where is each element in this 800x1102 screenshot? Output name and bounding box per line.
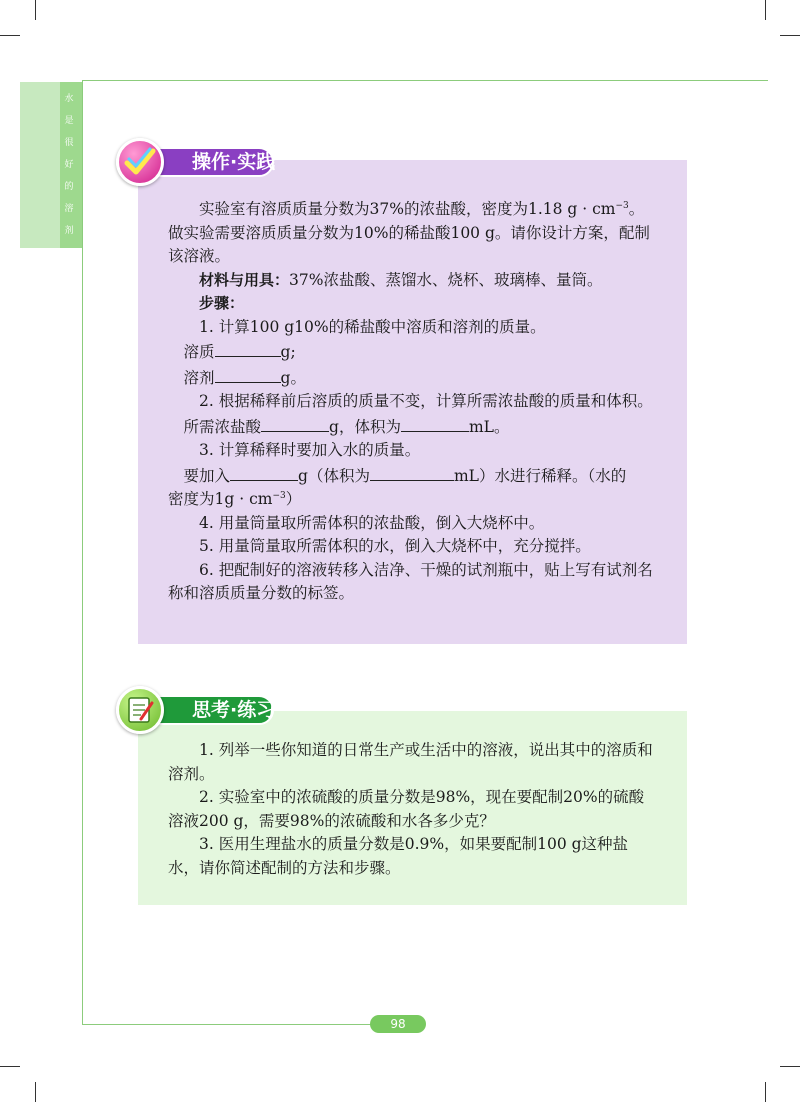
practice-check-icon: [116, 138, 164, 186]
steps-label: 步骤：: [199, 294, 245, 312]
notebook-pencil-icon: [119, 689, 161, 731]
step-2: 2. 根据稀释前后溶质的质量不变，计算所需浓盐酸的质量和体积。: [199, 392, 653, 410]
step-5: 5. 用量筒量取所需体积的水，倒入大烧杯中，充分搅拌。: [199, 537, 591, 555]
materials-line: 材料与用具：37%浓盐酸、蒸馏水、烧杯、玻璃棒、量筒。: [199, 270, 603, 289]
bottom-rule: [82, 1024, 372, 1025]
crop-mark: [780, 35, 800, 36]
side-title-char: 是: [64, 116, 74, 126]
acid-line: 所需浓盐酸 g，体积为 mL。: [168, 414, 657, 440]
side-title-char: 水: [64, 94, 74, 104]
solute-line: 溶质 g;: [168, 339, 657, 365]
side-title-char: 溶: [64, 204, 74, 214]
acid-volume-blank[interactable]: [401, 414, 469, 432]
top-rule: [82, 80, 768, 81]
step-3: 3. 计算稀释时要加入水的质量。: [199, 441, 421, 459]
left-rule: [82, 80, 83, 1024]
side-title-char: 的: [64, 182, 74, 192]
solute-blank[interactable]: [215, 339, 281, 357]
exercise-q3: 3. 医用生理盐水的质量分数是0.9%，如果要配制100 g这种盐水，请你简述配制的方法和步骤。: [168, 835, 629, 877]
step-1: 1. 计算100 g10%的稀盐酸中溶质和溶剂的质量。: [199, 317, 546, 336]
exercise-notebook-icon: [116, 686, 164, 734]
acid-mass-blank[interactable]: [261, 414, 329, 432]
density-line: 密度为$1g \cdot cm^{-3}$）: [168, 490, 302, 508]
side-title-char: 很: [64, 138, 74, 148]
step-4: 4. 用量筒量取所需体积的浓盐酸，倒入大烧杯中。: [199, 513, 545, 532]
crop-mark: [35, 0, 36, 20]
crop-mark: [0, 1066, 20, 1067]
step-6: 6. 把配制好的溶液转移入洁净、干燥的试剂瓶中，贴上写有试剂名称和溶质质量分数的标签。: [168, 560, 653, 602]
crop-mark: [765, 1082, 766, 1102]
solvent-line: 溶剂 g。: [168, 365, 657, 391]
practice-box: [138, 160, 687, 644]
exercise-title: 思考·练习: [136, 695, 274, 725]
side-title-char: 好: [64, 160, 74, 170]
chapter-side-title: [62, 88, 76, 242]
crop-mark: [0, 35, 20, 36]
chapter-side-strip: [20, 82, 60, 248]
water-line: 要加入 g（体积为 mL）水进行稀释。（水的: [168, 463, 657, 489]
page-number: 98: [370, 1015, 426, 1033]
water-mass-blank[interactable]: [230, 463, 298, 481]
exercise-q2: 2. 实验室中的浓硫酸的质量分数是98%，现在要配制20%的硫酸溶液200 g，需要98%的浓硫酸和水各多少克？: [168, 788, 645, 830]
exercise-box: [138, 711, 687, 905]
exercise-header: [116, 686, 276, 734]
practice-intro: 实验室有溶质质量分数为37%的浓盐酸，密度为1.18 $g \cdot cm^{-3}$。做实验需要溶质质量分数为10%的稀盐酸100 g。请你设计方案，配制该溶液。: [168, 200, 650, 265]
practice-header: [116, 138, 276, 186]
checkmark-icon: [119, 141, 161, 183]
side-title-char: 剂: [64, 226, 74, 236]
crop-mark: [780, 1066, 800, 1067]
crop-mark: [35, 1082, 36, 1102]
exercise-q1: 1. 列举一些你知道的日常生产或生活中的溶液，说出其中的溶质和溶剂。: [168, 741, 653, 783]
solvent-blank[interactable]: [215, 365, 281, 383]
water-volume-blank[interactable]: [370, 463, 454, 481]
practice-title: 操作·实践: [136, 147, 274, 177]
crop-mark: [765, 0, 766, 20]
